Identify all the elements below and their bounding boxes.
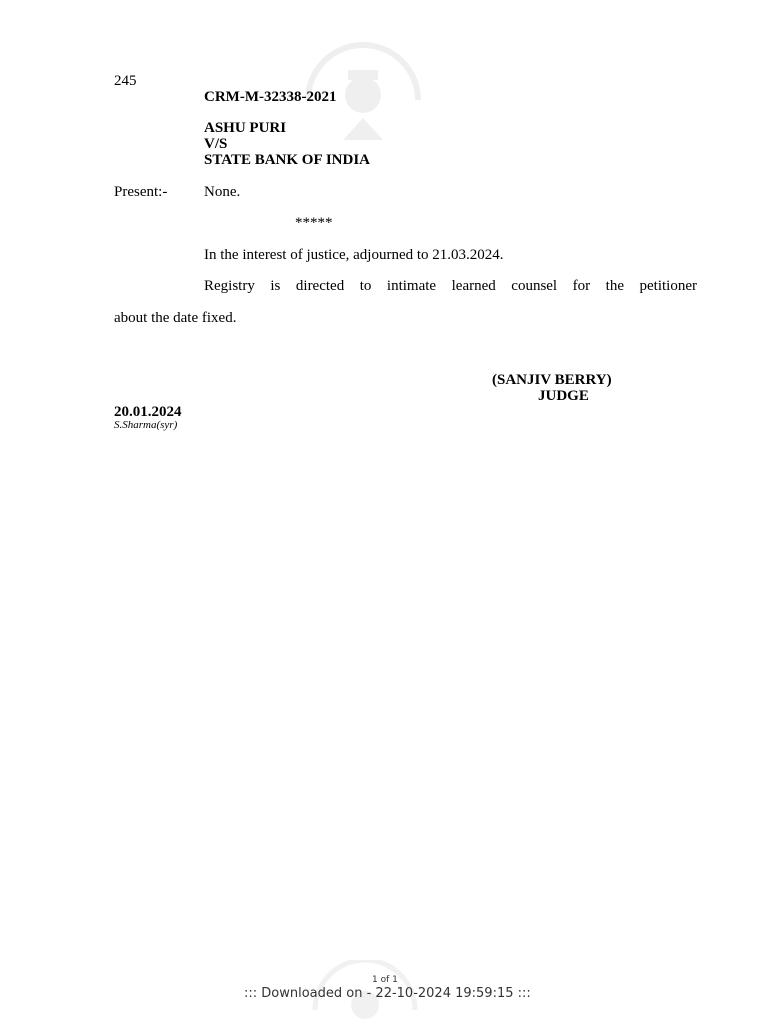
order-paragraph-1: In the interest of justice, adjourned to 21.03.2024. — [204, 247, 504, 263]
separator-stars: ***** — [295, 215, 333, 231]
judge-designation: JUDGE — [538, 388, 589, 404]
download-stamp: ::: Downloaded on - 22-10-2024 19:59:15 ::: — [244, 986, 531, 1001]
page-indicator: 1 of 1 — [372, 975, 398, 985]
present-value: None. — [204, 184, 241, 200]
versus-label: V/S — [204, 136, 228, 152]
petitioner-name: ASHU PURI — [204, 120, 287, 136]
serial-number: 245 — [114, 73, 137, 89]
judge-name: (SANJIV BERRY) — [492, 372, 612, 388]
present-label: Present:- — [114, 184, 168, 200]
clerk-initials: S.Sharma(syr) — [114, 419, 178, 431]
respondent-name: STATE BANK OF INDIA — [204, 152, 370, 168]
case-number: CRM-M-32338-2021 — [204, 89, 337, 105]
order-date: 20.01.2024 — [114, 404, 182, 420]
order-paragraph-2-line-1: Registry is directed to intimate learned counsel for the petitioner — [204, 278, 697, 294]
order-paragraph-2-line-2: about the date fixed. — [114, 310, 237, 326]
